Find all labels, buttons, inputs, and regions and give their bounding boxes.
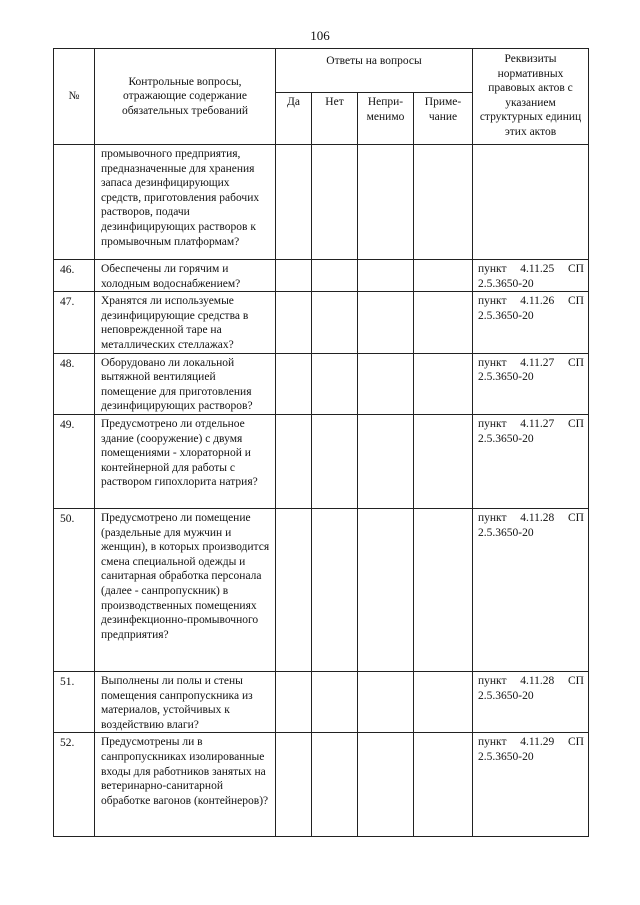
row-question: Предусмотрено ли отдельное здание (сооружение) с двумя помещениями - хлораторной и контейнерной для работы с раствором гипохлорита натрия? [95, 414, 276, 508]
answer-yes-cell[interactable] [276, 145, 312, 260]
answer-na-cell[interactable] [358, 292, 414, 353]
answer-na-cell[interactable] [358, 145, 414, 260]
answer-no-cell[interactable] [312, 145, 358, 260]
page-number: 106 [310, 28, 330, 43]
table-row [54, 260, 589, 292]
row-question: Предусмотрены ли в санпропускниках изолированные входы для работников занятых на ветеринарно-санитарной обработке вагонов (контейнеров)? [95, 733, 276, 837]
answer-yes-cell[interactable] [276, 671, 312, 732]
answer-no-cell[interactable] [312, 414, 358, 508]
table-row [54, 733, 589, 837]
answer-no-cell[interactable] [312, 508, 358, 671]
header-num: № [54, 49, 95, 145]
row-num: 50. [54, 508, 95, 671]
answer-note-cell[interactable] [414, 508, 473, 671]
header-note: Приме- чание [414, 93, 473, 145]
row-num: 47. [54, 292, 95, 353]
row-num: 46. [54, 260, 95, 292]
answer-yes-cell[interactable] [276, 414, 312, 508]
row-question: Хранятся ли используемые дезинфицирующие средства в неповрежденной таре на металлических стеллажах? [95, 292, 276, 353]
answer-note-cell[interactable] [414, 671, 473, 732]
answer-na-cell[interactable] [358, 353, 414, 414]
answer-note-cell[interactable] [414, 733, 473, 837]
answer-na-cell[interactable] [358, 733, 414, 837]
row-reference [473, 145, 589, 260]
answer-yes-cell[interactable] [276, 733, 312, 837]
row-question: промывочного предприятия, предназначенные для хранения запаса дезинфицирующих средств, приготовления рабочих растворов, подачи дезинфицирующих растворов к промывочным платформам? [95, 145, 276, 260]
checklist-table [53, 48, 589, 837]
answer-no-cell[interactable] [312, 353, 358, 414]
answer-yes-cell[interactable] [276, 260, 312, 292]
answer-na-cell[interactable] [358, 508, 414, 671]
header-answers: Ответы на вопросы [276, 49, 473, 93]
row-num: 48. [54, 353, 95, 414]
table-row [54, 508, 589, 671]
row-num: 49. [54, 414, 95, 508]
answer-no-cell[interactable] [312, 733, 358, 837]
row-reference: пункт 4.11.25 СП 2.5.3650-20 [473, 260, 589, 292]
row-num [54, 145, 95, 260]
answer-note-cell[interactable] [414, 260, 473, 292]
header-question: Контрольные вопросы, отражающие содержание обязательных требований [95, 49, 276, 145]
answer-na-cell[interactable] [358, 414, 414, 508]
row-reference: пункт 4.11.29 СП 2.5.3650-20 [473, 733, 589, 837]
row-question: Оборудовано ли локальной вытяжной вентиляцией помещение для приготовления дезинфицирующих растворов? [95, 353, 276, 414]
table-row [54, 292, 589, 353]
header-yes: Да [276, 93, 312, 145]
table-row [54, 671, 589, 732]
answer-note-cell[interactable] [414, 353, 473, 414]
header-not-applicable: Непри- менимо [358, 93, 414, 145]
answer-no-cell[interactable] [312, 260, 358, 292]
table-row [54, 145, 589, 260]
header-requisites: Реквизиты нормативных правовых актов с указанием структурных единиц этих актов [473, 49, 589, 145]
header-no: Нет [312, 93, 358, 145]
row-question: Предусмотрено ли помещение (раздельные для мужчин и женщин), в которых производится смена специальной одежды и санитарная обработка персонала (далее - санпропускник) в производственных помещениях дезинфекционно-промывочного предприятия? [95, 508, 276, 671]
answer-yes-cell[interactable] [276, 353, 312, 414]
answer-no-cell[interactable] [312, 671, 358, 732]
table-row [54, 353, 589, 414]
answer-no-cell[interactable] [312, 292, 358, 353]
row-num: 52. [54, 733, 95, 837]
row-reference: пункт 4.11.28 СП 2.5.3650-20 [473, 671, 589, 732]
table-row [54, 414, 589, 508]
row-reference: пункт 4.11.28 СП 2.5.3650-20 [473, 508, 589, 671]
answer-na-cell[interactable] [358, 671, 414, 732]
row-question: Обеспечены ли горячим и холодным водоснабжением? [95, 260, 276, 292]
row-question: Выполнены ли полы и стены помещения санпропускника из материалов, устойчивых к воздействию влаги? [95, 671, 276, 732]
answer-yes-cell[interactable] [276, 292, 312, 353]
row-num: 51. [54, 671, 95, 732]
answer-note-cell[interactable] [414, 145, 473, 260]
row-reference: пункт 4.11.27 СП 2.5.3650-20 [473, 353, 589, 414]
answer-na-cell[interactable] [358, 260, 414, 292]
answer-yes-cell[interactable] [276, 508, 312, 671]
row-reference: пункт 4.11.26 СП 2.5.3650-20 [473, 292, 589, 353]
answer-note-cell[interactable] [414, 292, 473, 353]
row-reference: пункт 4.11.27 СП 2.5.3650-20 [473, 414, 589, 508]
answer-note-cell[interactable] [414, 414, 473, 508]
